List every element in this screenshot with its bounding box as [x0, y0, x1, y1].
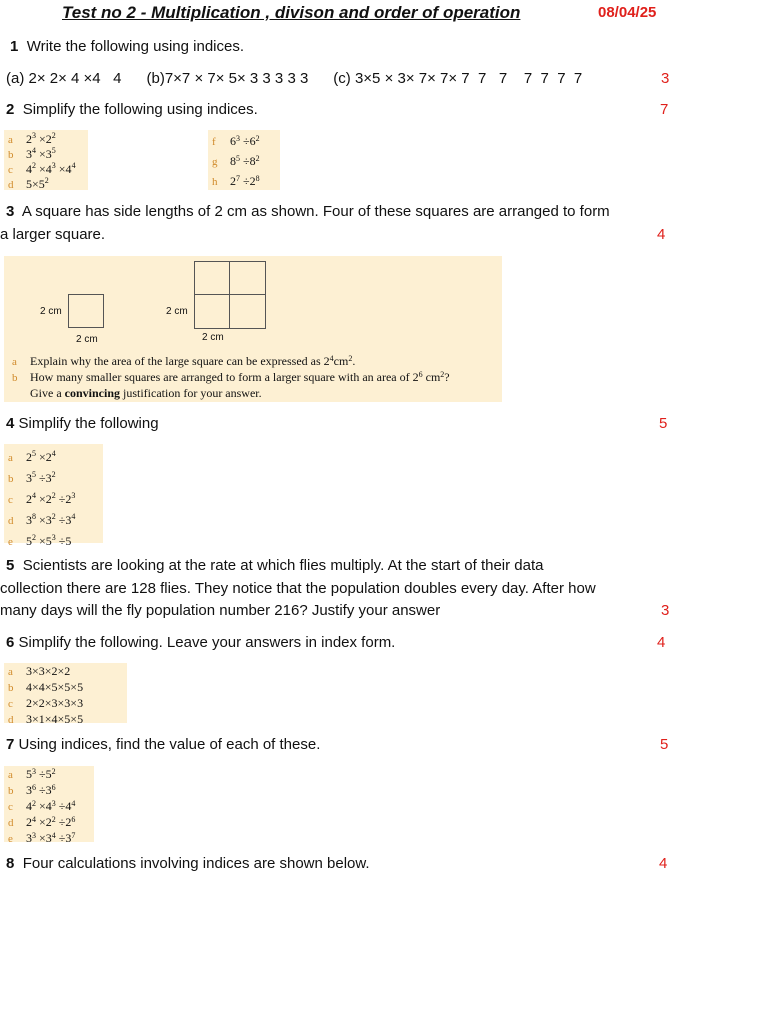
item-letter: b — [8, 682, 14, 694]
item-expression: $5^3 \div 5^2$ — [26, 767, 56, 781]
item-letter: g — [212, 156, 218, 168]
q4-panel — [4, 444, 103, 548]
side-label: 2 cm — [166, 306, 188, 317]
question-6 — [6, 634, 395, 651]
item-expression: $2^3 \times 2^2$ — [26, 131, 56, 146]
exercise-item — [8, 468, 103, 489]
item-letter: e — [8, 536, 13, 548]
item-letter: c — [8, 801, 13, 813]
question-text-line3: many days will the fly population number 216? Justify your answer — [0, 602, 441, 619]
item-letter: a — [8, 452, 13, 464]
q3-figure-panel — [4, 256, 502, 402]
question-text: A square has side lengths of 2 cm as shown. Four of these squares are arranged to form — [21, 203, 610, 220]
exercise-item — [212, 132, 280, 152]
exercise-item — [8, 162, 88, 177]
item-letter: a — [8, 769, 13, 781]
exercise-item — [8, 664, 127, 680]
item-expression: $2^7 \div 2^8$ — [230, 174, 260, 188]
item-expression: How many smaller squares are arranged to form a larger square with an area of $2^6$ $cm^2$? — [30, 370, 450, 384]
mark: 4 — [657, 634, 666, 651]
mark: 4 — [659, 855, 668, 872]
question-3 — [6, 203, 610, 220]
question-5 — [6, 557, 544, 574]
question-number: 7 — [6, 736, 15, 753]
exercise-item — [12, 386, 450, 401]
question-text: Simplify the following — [18, 415, 159, 432]
question-1-parts: (a) 2× 2× 4 ×4 4 (b)7×7 × 7× 5× 3 3 3 3 3 (c) 3×5 × 3× 7× 7× 7 7 7 7 7 7 7 — [6, 70, 583, 87]
grid-square — [194, 261, 230, 295]
exercise-item — [8, 696, 127, 712]
item-expression: $2^4 \times 2^2 \div 2^6$ — [26, 815, 76, 829]
item-letter: b — [8, 473, 14, 485]
q3-parts — [12, 354, 450, 401]
q6-panel — [4, 663, 127, 726]
question-text: Write the following using indices. — [26, 38, 245, 55]
question-text-line2: collection there are 128 flies. They notice that the population doubles every day. After how — [0, 580, 596, 597]
question-text: Simplify the following. Leave your answers in index form. — [18, 634, 396, 651]
exercise-item — [212, 152, 280, 172]
item-expression: $5^2 \times 5^3 \div 5$ — [26, 533, 72, 548]
question-number: 2 — [6, 101, 15, 118]
exercise-item — [8, 531, 103, 552]
grid-square — [194, 294, 230, 329]
item-expression: $4^2 \times 4^3 \times 4^4$ — [26, 161, 76, 176]
question-8 — [6, 855, 370, 872]
item-expression: Explain why the area of the large square can be expressed as $2^4cm^2$. — [30, 354, 356, 368]
item-expression: $2^5 \times 2^4$ — [26, 449, 56, 464]
question-text-line2: a larger square. — [0, 226, 106, 243]
item-expression: Give a convincing justification for your answer. — [30, 386, 262, 400]
date: 08/04/25 — [598, 4, 657, 21]
question-number: 1 — [10, 38, 19, 55]
question-number: 8 — [6, 855, 15, 872]
item-expression: $3^6 \div 3^6$ — [26, 783, 56, 797]
exercise-item — [8, 510, 103, 531]
question-1 — [10, 38, 244, 55]
mark: 5 — [660, 736, 669, 753]
mark: 3 — [661, 602, 670, 619]
item-letter: d — [8, 714, 14, 726]
item-letter: h — [212, 176, 218, 188]
item-expression: $3^8 \times 3^2 \div 3^4$ — [26, 512, 76, 527]
item-expression: $3^4 \times 3^5$ — [26, 146, 56, 161]
item-letter: b — [8, 149, 14, 161]
exercise-item — [8, 712, 127, 728]
exercise-item — [8, 177, 88, 192]
side-label: 2 cm — [40, 306, 62, 317]
side-label: 2 cm — [202, 332, 224, 343]
question-number: 6 — [6, 634, 15, 651]
item-letter: e — [8, 833, 13, 845]
mark: 5 — [659, 415, 668, 432]
exercise-item — [8, 489, 103, 510]
grid-square — [229, 294, 266, 329]
q2-panel-left — [4, 130, 88, 190]
grid-square — [229, 261, 266, 295]
question-number: 4 — [6, 415, 15, 432]
question-text: Using indices, find the value of each of these. — [18, 736, 321, 753]
mark: 3 — [661, 70, 670, 87]
mark: 7 — [660, 101, 669, 118]
item-letter: f — [212, 136, 216, 148]
page-title: Test no 2 - Multiplication , divison and order of operation — [62, 3, 521, 22]
item-letter: a — [12, 356, 17, 368]
item-letter: c — [8, 494, 13, 506]
exercise-item — [8, 831, 94, 847]
question-4 — [6, 415, 159, 432]
item-expression: $5\times 5^2$ — [26, 176, 49, 191]
question-number: 5 — [6, 557, 15, 574]
question-text: Scientists are looking at the rate at which flies multiply. At the start of their data — [22, 557, 544, 574]
mark: 4 — [657, 226, 666, 243]
exercise-item — [8, 447, 103, 468]
exercise-item — [12, 370, 450, 386]
item-expression: $6^3 \div 6^2$ — [230, 134, 260, 148]
item-letter: c — [8, 164, 13, 176]
exercise-item — [8, 799, 94, 815]
item-expression: $4^2 \times 4^3 \div 4^4$ — [26, 799, 76, 813]
exercise-item — [212, 172, 280, 192]
item-letter: a — [8, 666, 13, 678]
exercise-item — [8, 132, 88, 147]
question-7 — [6, 736, 320, 753]
small-square — [68, 294, 104, 328]
item-expression: 4×4×5×5×5 — [26, 680, 84, 694]
exercise-item — [8, 680, 127, 696]
side-label: 2 cm — [76, 334, 98, 345]
exercise-item — [8, 815, 94, 831]
item-expression: $8^5 \div 8^2$ — [230, 154, 260, 168]
exercise-item — [8, 147, 88, 162]
q2-panel-right — [208, 130, 280, 190]
question-number: 3 — [6, 203, 15, 220]
item-expression: $3^5 \div 3^2$ — [26, 470, 56, 485]
item-letter: c — [8, 698, 13, 710]
item-letter: b — [8, 785, 14, 797]
exercise-item — [8, 767, 94, 783]
question-2 — [6, 101, 258, 118]
item-expression: $2^4 \times 2^2 \div 2^3$ — [26, 491, 76, 506]
exercise-item — [12, 354, 450, 370]
item-expression: 3×1×4×5×5 — [26, 712, 84, 726]
item-expression: 2×2×3×3×3 — [26, 696, 84, 710]
exercise-item — [8, 783, 94, 799]
question-text: Simplify the following using indices. — [22, 101, 258, 118]
item-expression: $3^3 \times 3^4 \div 3^7$ — [26, 831, 76, 845]
item-letter: d — [8, 179, 14, 191]
item-letter: d — [8, 817, 14, 829]
item-letter: b — [12, 372, 18, 384]
question-text: Four calculations involving indices are shown below. — [22, 855, 370, 872]
item-letter: d — [8, 515, 14, 527]
item-expression: 3×3×2×2 — [26, 664, 71, 678]
q7-panel — [4, 766, 94, 845]
item-letter: a — [8, 134, 13, 146]
